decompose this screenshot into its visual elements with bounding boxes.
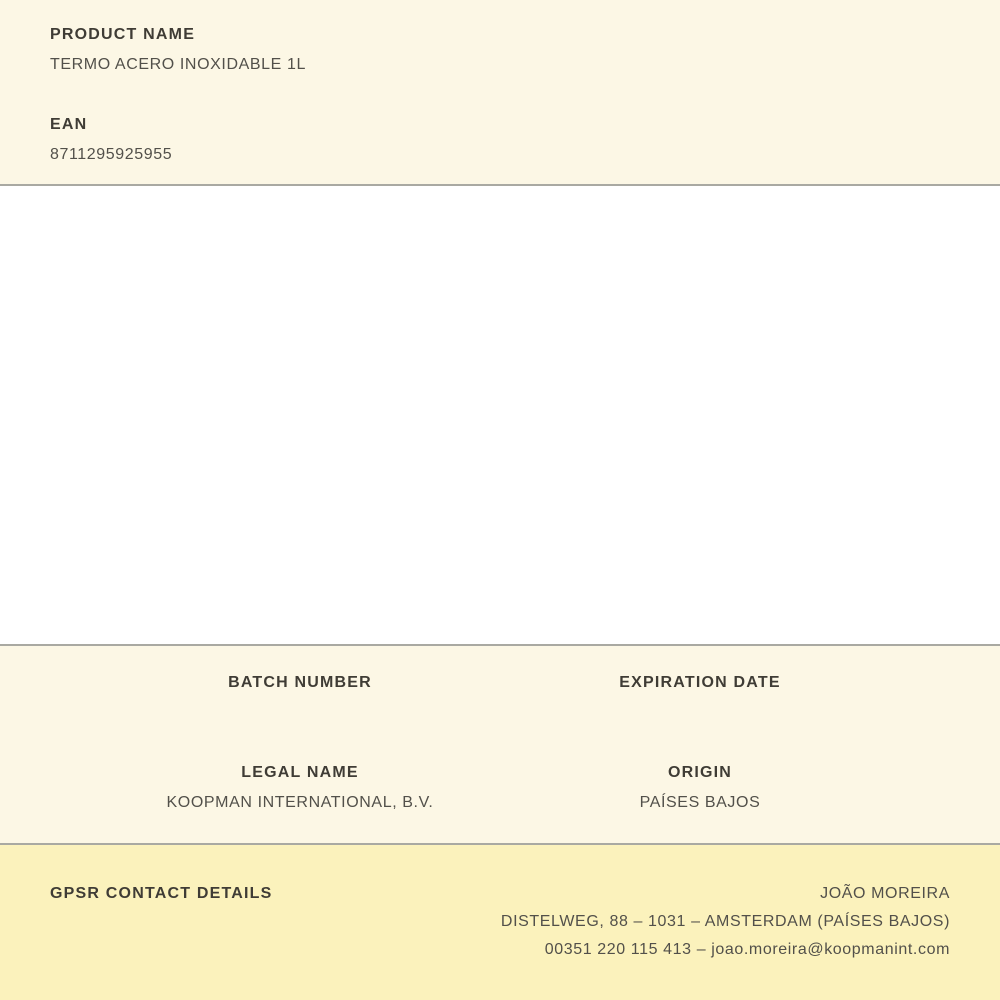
expiration-date-cell — [500, 672, 900, 724]
legal-name-cell — [100, 762, 500, 814]
ean-label: EAN — [50, 116, 88, 133]
ean-group — [50, 114, 950, 166]
product-header-section — [0, 0, 1000, 186]
legal-name-value: KOOPMAN INTERNATIONAL, B.V. — [166, 794, 434, 811]
gpsr-title: GPSR CONTACT DETAILS — [50, 885, 273, 902]
batch-number-cell — [100, 672, 500, 724]
legal-origin-row — [100, 724, 900, 814]
ean-value: 8711295925955 — [50, 146, 173, 163]
gpsr-contact-phone-email: 00351 220 115 413 – joao.moreira@koopmanint.com — [544, 941, 950, 958]
gpsr-contact-address: DISTELWEG, 88 – 1031 – AMSTERDAM (PAÍSES BAJOS) — [500, 913, 950, 930]
product-name-group — [50, 24, 950, 76]
legal-name-label: LEGAL NAME — [241, 764, 359, 781]
expiration-date-label: EXPIRATION DATE — [619, 674, 781, 691]
product-name-label: PRODUCT NAME — [50, 26, 196, 43]
gpsr-contact-name: JOÃO MOREIRA — [820, 885, 950, 902]
product-name-value: TERMO ACERO INOXIDABLE 1L — [50, 56, 306, 73]
gpsr-contact-block — [273, 880, 950, 964]
origin-cell — [500, 762, 900, 814]
batch-expiration-row — [100, 672, 900, 724]
origin-label: ORIGIN — [667, 764, 733, 781]
gpsr-contact-section — [0, 845, 1000, 1000]
batch-number-value — [100, 702, 500, 724]
batch-number-label: BATCH NUMBER — [228, 674, 372, 691]
batch-legal-section — [0, 644, 1000, 845]
origin-value: PAÍSES BAJOS — [639, 794, 761, 811]
expiration-date-value — [500, 702, 900, 724]
product-image-area — [0, 186, 1000, 644]
